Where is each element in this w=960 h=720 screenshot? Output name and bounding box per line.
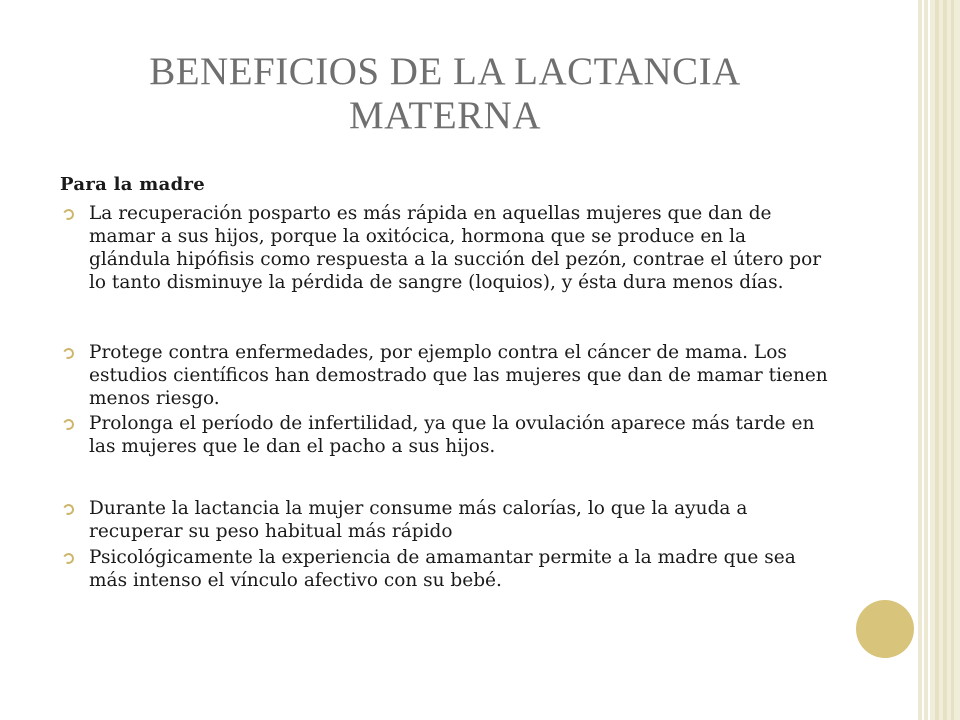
list-item xyxy=(60,546,830,592)
list-item-text: Protege contra enfermedades, por ejemplo contra el cáncer de mama. Los estudios científicos han demostrado que las mujeres que dan de mamar tienen menos riesgo. xyxy=(89,342,828,409)
list-item xyxy=(60,497,830,543)
list-item-text: Durante la lactancia la mujer consume más calorías, lo que la ayuda a recuperar su peso habitual más rápido xyxy=(89,498,748,542)
list-item-text: Psicológicamente la experiencia de amamantar permite a la madre que sea más intenso el vínculo afectivo con su bebé. xyxy=(89,547,796,591)
decorative-stripe xyxy=(924,0,928,720)
decorative-stripe xyxy=(943,0,947,720)
list-item-text: La recuperación posparto es más rápida en aquellas mujeres que dan de mamar a sus hijos, porque la oxitócica, hormona que se produce en la glándula hipófisis como respuesta a la succión del pezón, contrae el útero por lo tanto disminuye la pérdida de sangre (loquios), y ésta dura menos días. xyxy=(89,203,822,293)
bullet-list xyxy=(60,202,830,592)
list-item xyxy=(60,341,830,410)
bullet-icon xyxy=(61,346,75,360)
title-line-2: MATERNA xyxy=(348,94,541,137)
list-item xyxy=(60,412,830,458)
decorative-stripe xyxy=(935,0,939,720)
decorative-stripe xyxy=(918,0,922,720)
list-item-text: Prolonga el período de infertilidad, ya que la ovulación aparece más tarde en las mujeres que le dan el pacho a sus hijos. xyxy=(89,413,815,457)
decorative-circle xyxy=(856,600,914,658)
list-item xyxy=(60,202,830,294)
bullet-icon xyxy=(61,207,75,221)
slide-title xyxy=(60,50,830,138)
decorative-stripe xyxy=(951,0,954,720)
title-line-1: BENEFICIOS DE LA LACTANCIA xyxy=(149,50,741,93)
bullet-icon xyxy=(61,551,75,565)
section-subheading: Para la madre xyxy=(60,174,206,195)
bullet-icon xyxy=(61,502,75,516)
bullet-icon xyxy=(61,417,75,431)
